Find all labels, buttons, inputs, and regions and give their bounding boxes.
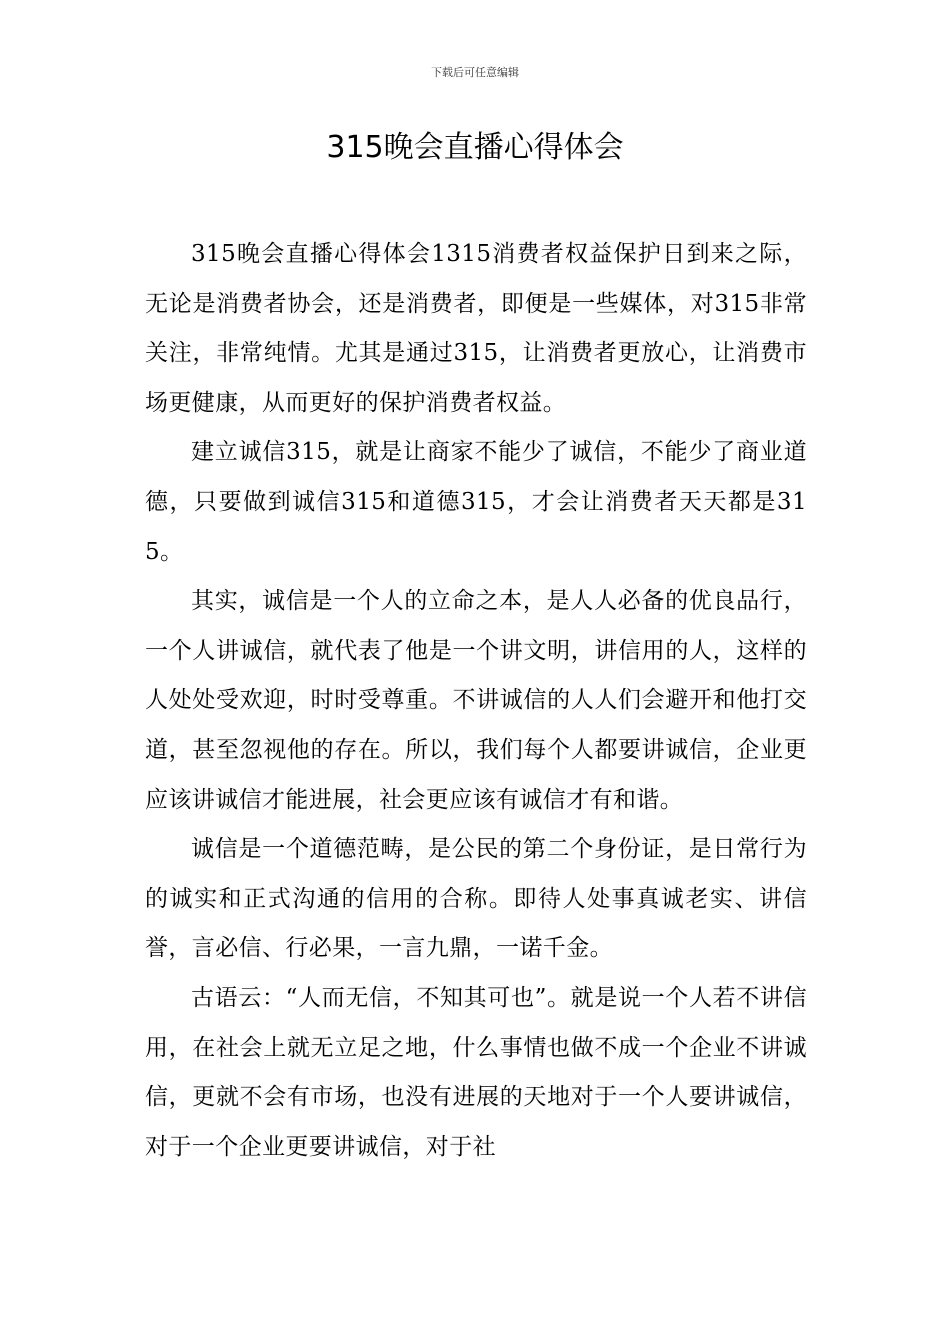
document-title: 315晚会直播心得体会 [326,130,624,165]
paragraph-2: 建立诚信315，就是让商家不能少了诚信，不能少了商业道德，只要做到诚信315和道德315，才会让消费者天天都是315。 [145,439,807,565]
header-note: 下载后可任意编辑 [431,66,519,79]
document-body [145,230,807,1172]
paragraph-4: 诚信是一个道德范畴，是公民的第二个身份证，是日常行为的诚实和正式沟通的信用的合称。即待人处事真诚老实、讲信誉，言必信、行必果，一言九鼎，一诺千金。 [145,836,807,962]
paragraph-1: 315晚会直播心得体会1315消费者权益保护日到来之际，无论是消费者协会，还是消费者，即便是一些媒体，对315非常关注，非常纯情。尤其是通过315，让消费者更放心，让消费市场更健康，从而更好的保护消费者权益。 [145,241,807,416]
paragraph-3: 其实，诚信是一个人的立命之本，是人人必备的优良品行，一个人讲诚信，就代表了他是一个讲文明，讲信用的人，这样的人处处受欢迎，时时受尊重。不讲诚信的人人们会避开和他打交道，甚至忽视他的存在。所以，我们每个人都要讲诚信，企业更应该讲诚信才能进展，社会更应该有诚信才有和谐。 [145,588,807,813]
paragraph-5: 古语云：“人而无信，不知其可也”。就是说一个人若不讲信用，在社会上就无立足之地，什么事情也做不成一个企业不讲诚信，更就不会有市场，也没有进展的天地对于一个人要讲诚信，对于一个企业更要讲诚信，对于社 [145,984,807,1160]
